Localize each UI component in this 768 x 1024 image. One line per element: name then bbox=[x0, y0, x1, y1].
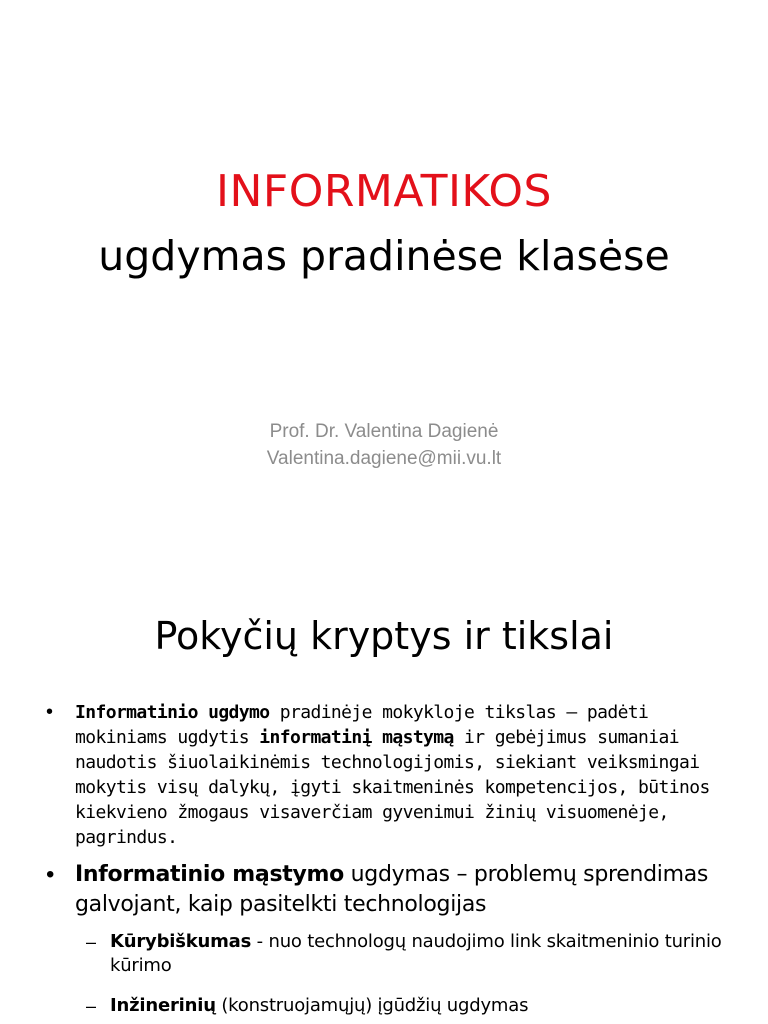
sub-bullet-engineering bbox=[46, 994, 746, 1018]
sub-bullet-creativity bbox=[46, 930, 746, 978]
author-email: Valentina.dagiene@mii.vu.lt bbox=[266, 448, 502, 469]
bullet-text: pradinėje mokykloje tikslas – padėti mokiniams ugdytis bbox=[75, 702, 649, 748]
bullet-bold-term: informatinį mąstymą bbox=[259, 727, 454, 748]
title-informatikos: INFORMATIKOS bbox=[216, 166, 552, 217]
content-slide bbox=[0, 576, 768, 1024]
dash-icon: – bbox=[86, 932, 96, 952]
bullet-item-thinking bbox=[46, 860, 746, 920]
sub-text: - nuo technologų naudojimo link skaitmeninio turinio kūrimo bbox=[110, 931, 722, 976]
bullet-icon: • bbox=[46, 861, 55, 888]
sub-text: (konstruojamųjų) įgūdžių ugdymas bbox=[215, 995, 529, 1016]
sub-bold-term: Inžinerinių bbox=[110, 995, 216, 1016]
bullet-list bbox=[46, 700, 746, 1018]
slide-title: Pokyčių kryptys ir tikslai bbox=[154, 614, 614, 658]
bullet-item-goal bbox=[46, 700, 746, 850]
author-block bbox=[0, 418, 768, 472]
dash-icon: – bbox=[86, 996, 96, 1016]
bullet-text: ir gebėjimus sumaniai naudotis šiuolaikinėmis technologijomis, siekiant veiksmingai mokytis visų dalykų, įgyti skaitmeninės kompetencijos, būtinos kiekvieno žmogaus visaverčiam gyvenimui žinių visuomenėje, pagrindus. bbox=[75, 727, 710, 848]
title-subtitle: ugdymas pradinėse klasėse bbox=[98, 232, 670, 280]
bullet-icon: • bbox=[46, 701, 53, 723]
bullet-text: ugdymas – problemų sprendimas galvojant, kaip pasitelkti technologijas bbox=[75, 862, 709, 917]
bullet-bold-term: Informatinio ugdymo bbox=[75, 702, 270, 723]
bullet-bold-term: Informatinio mąstymo bbox=[75, 862, 344, 887]
author-name: Prof. Dr. Valentina Dagienė bbox=[269, 421, 499, 442]
sub-bold-term: Kūrybiškumas bbox=[110, 931, 252, 952]
